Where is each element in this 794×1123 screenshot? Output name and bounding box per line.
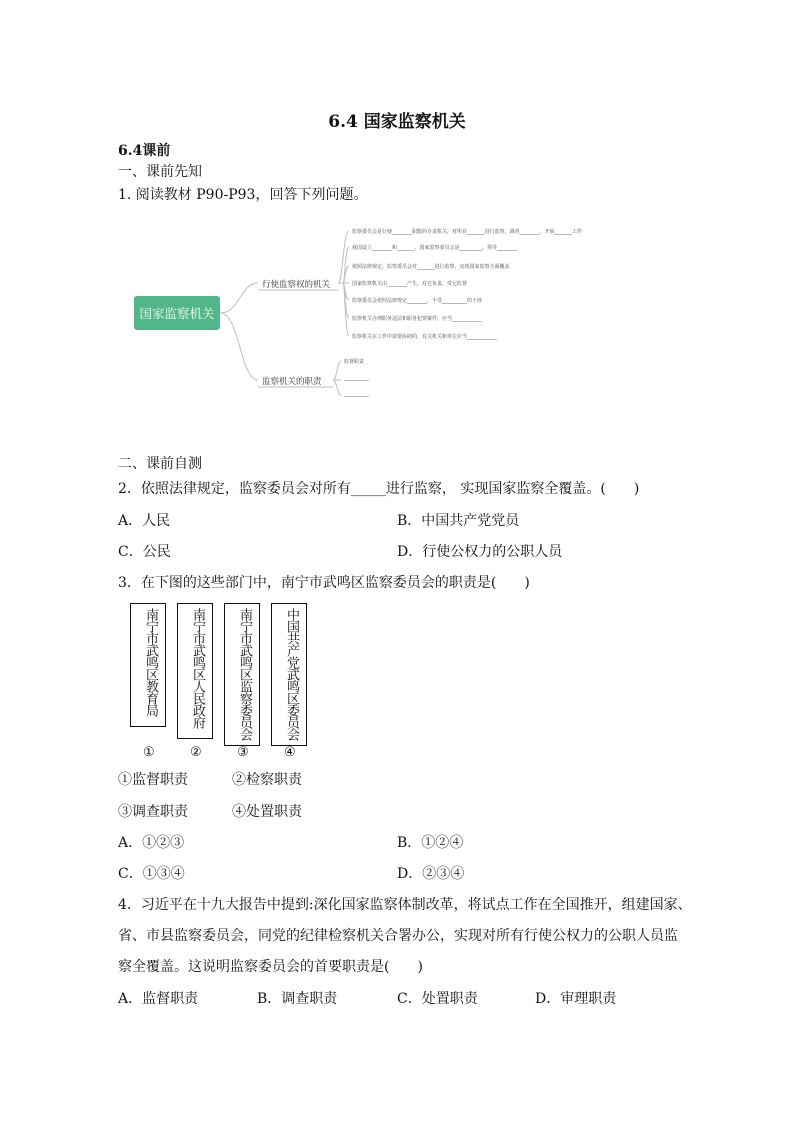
part2-heading: 二、课前自测 xyxy=(118,456,202,472)
part1-heading: 一、课前先知 xyxy=(118,164,202,180)
mindmap-leaf: 监察委员会依照法律规定________，不受__________的干涉 xyxy=(352,298,483,304)
question-4-line-3: 察全覆盖。这说明监察委员会的首要职责是( ) xyxy=(118,959,423,975)
q3-option-c: C．①③④ xyxy=(118,866,185,882)
q3-statement-2: ②检察职责 xyxy=(232,772,302,788)
mindmap-leaf: __________ xyxy=(344,391,369,397)
department-number-1: ① xyxy=(143,745,155,760)
department-number-2: ② xyxy=(190,745,202,760)
question-4-line-2: 省、市县监察委员会，同党的纪律检察机关合署办公，实现对所有行使公权力的公职人员监 xyxy=(118,928,678,944)
question-2-stem: 2．依照法律规定，监察委员会对所有_____进行监察， 实现国家监察全覆盖。( ) xyxy=(118,481,640,497)
q3-option-a: A．①②③ xyxy=(118,835,185,851)
department-box-2: 南宁市武鸣区人民政府 xyxy=(177,603,213,739)
department-box-4: 中国共产党武鸣区委员会 xyxy=(271,603,307,746)
question-1: 1. 阅读教材 P90-P93，回答下列问题。 xyxy=(118,187,368,203)
q2-option-d: D．行使公权力的公职人员 xyxy=(397,544,563,560)
q3-option-b: B．①②④ xyxy=(397,835,464,851)
q3-statement-4: ④处置职责 xyxy=(232,804,302,820)
page-title: 6.4 国家监察机关 xyxy=(328,112,466,132)
q4-option-d: D．审理职责 xyxy=(535,991,617,1007)
q3-statement-1: ①监督职责 xyxy=(118,772,188,788)
q3-option-d: D．②③④ xyxy=(397,866,465,882)
mindmap-leaf: 监察机关办理职务违法和职务犯罪案件，应当____________ xyxy=(352,316,483,322)
mindmap-leaf: 我国设立________和_______，国家监察委员会是_________，领导________ xyxy=(352,245,518,251)
mindmap-branch-1: 行使监察权的机关 xyxy=(262,280,331,290)
department-number-3: ③ xyxy=(237,745,249,760)
q4-option-a: A．监督职责 xyxy=(118,991,199,1007)
q4-option-b: B．调查职责 xyxy=(257,991,338,1007)
mindmap-branch-2: 监察机关的职责 xyxy=(262,377,322,387)
section-heading: 6.4课前 xyxy=(118,143,171,159)
mindmap-leaf: 监察机关在工作中需要协助的，有关机关和单位应当____________ xyxy=(352,334,498,340)
mindmap-leaf: 依照法律规定，监察委员会对_______进行监察，实现国家监察全面覆盖 xyxy=(352,264,510,270)
question-4-line-1: 4．习近平在十九大报告中提到:深化国家监察体制改革，将试点工作在全国推开，组建国家、 xyxy=(118,897,692,913)
q2-option-a: A．人民 xyxy=(118,513,171,529)
department-box-3: 南宁市武鸣区监察委员会 xyxy=(224,603,260,746)
department-number-4: ④ xyxy=(284,745,296,760)
q4-option-c: C．处置职责 xyxy=(397,991,478,1007)
q2-option-c: C．公民 xyxy=(118,544,171,560)
q3-statement-3: ③调查职责 xyxy=(118,804,188,820)
department-box-1: 南宁市武鸣区教育局 xyxy=(130,603,166,727)
mindmap-leaf: 监督职责 xyxy=(344,359,365,365)
mindmap-leaf: 国家监察机关由________产生，对它负责，受它监督 xyxy=(352,281,468,287)
mindmap-leaf: __________ xyxy=(344,375,369,381)
mindmap-leaf: 监察委员会是行使________职能的专责机关，对所有_______进行监察，调查________，开展_______工作 xyxy=(352,229,583,235)
question-3-stem: 3．在下图的这些部门中，南宁市武鸣区监察委员会的职责是( ) xyxy=(118,575,530,591)
mindmap-root: 国家监察机关 xyxy=(134,296,220,330)
q2-option-b: B．中国共产党党员 xyxy=(397,513,520,529)
